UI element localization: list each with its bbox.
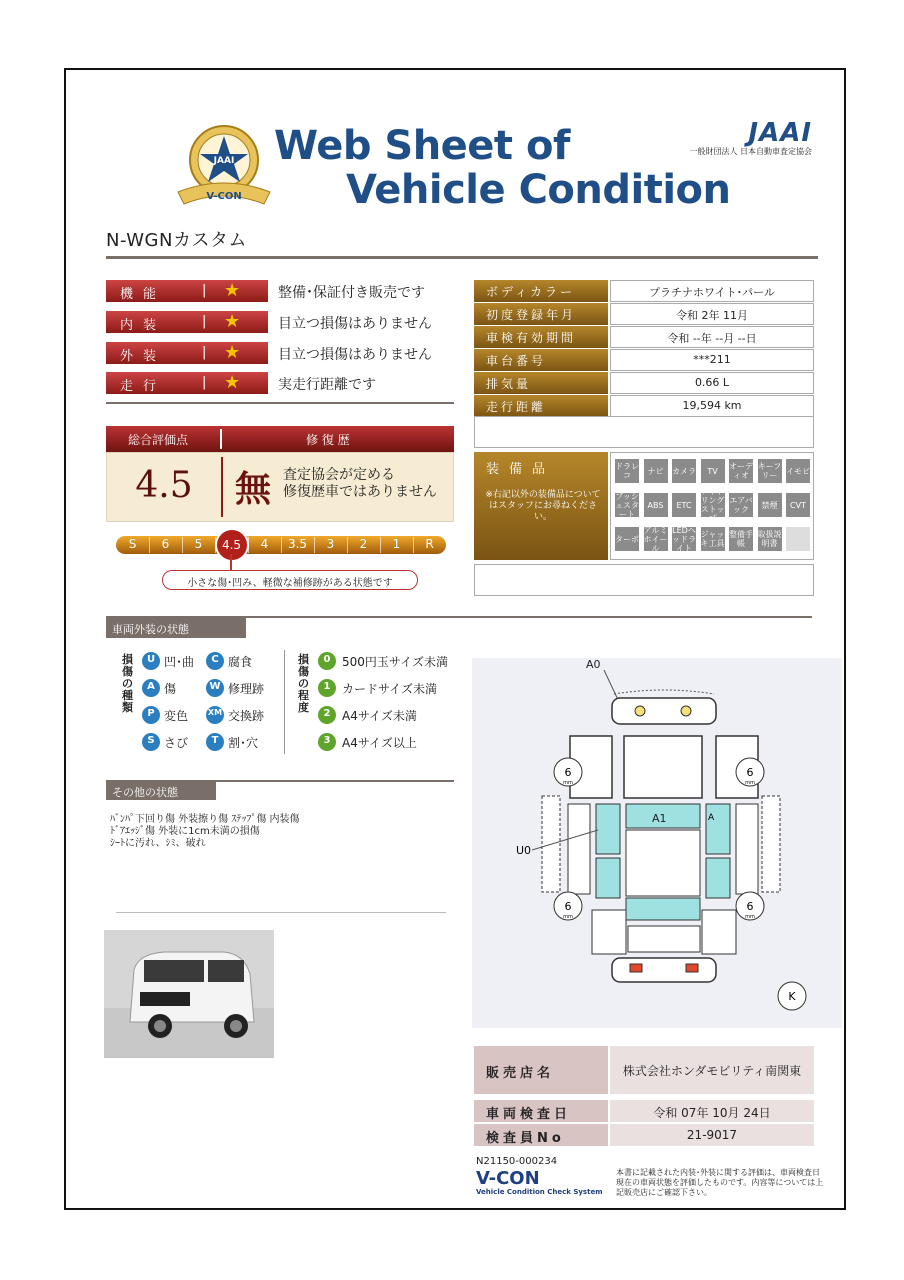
rating-text: 目立つ損傷はありません	[278, 347, 432, 363]
rating-label: 内装 | ★	[106, 311, 268, 333]
damage-level-text: A4サイズ以上	[342, 736, 417, 750]
damage-level-code: 3	[318, 733, 336, 751]
damage-levels-title: 損傷の程度	[298, 653, 309, 714]
spec-row-first-registration: 初度登録年月 令和 2年 11月	[474, 303, 814, 325]
svg-text:V-CON: V-CON	[206, 191, 242, 202]
damage-type-text: 凹･曲	[164, 655, 195, 669]
rating-label: 外装 | ★	[106, 342, 268, 364]
equipment-item: LEDヘッドライト	[672, 525, 696, 553]
tire-depth-front-right: 6	[746, 766, 754, 779]
damage-type-code: U	[142, 652, 160, 670]
damage-type-text: 交換跡	[228, 709, 265, 723]
spec-blank-box	[474, 416, 814, 448]
repair-history-text: 査定協会が定める 修復歴車ではありません	[283, 467, 437, 500]
damage-diagram	[472, 658, 842, 1028]
equipment-item: 整備手帳	[729, 527, 753, 551]
equipment-item: プッシュスタート	[615, 491, 639, 519]
grade-tick: 6	[161, 537, 170, 551]
overall-score: 4.5	[135, 465, 193, 506]
inspector-label: 検査員No	[474, 1124, 608, 1146]
tire-depth-front-left: 6	[564, 766, 572, 779]
equipment-item: キーフリー	[758, 459, 782, 483]
document-id: N21150-000234	[476, 1156, 558, 1167]
disclaimer: 本書に記載された内装･外装に関する評価は、車両検査日現在の車両状態を評価したものです。内容等については上記販売店にご確認下さい。	[616, 1168, 824, 1197]
damage-type-text: 割･穴	[228, 736, 259, 750]
spec-row-color: ボディカラー プラチナホワイト･パール	[474, 280, 814, 302]
equipment-item: アイドリングストップ	[700, 487, 725, 523]
inspection-date-value: 令和 07年 10月 24日	[610, 1100, 814, 1122]
equipment-item: カメラ	[672, 459, 696, 483]
rating-text: 実走行距離です	[278, 377, 376, 393]
header-divider	[106, 256, 818, 259]
rating-label: 走行 | ★	[106, 372, 268, 394]
inspector-value: 21-9017	[610, 1124, 814, 1146]
sheet-title	[274, 124, 731, 212]
grade-active-mark: 4.5	[215, 528, 249, 562]
jaai-logo: JAAI	[748, 118, 812, 148]
damage-type-code: C	[206, 652, 224, 670]
svg-text:JAAI: JAAI	[213, 156, 235, 166]
grade-tick: 3.5	[287, 537, 308, 551]
other-section-title: その他の状態	[106, 782, 216, 800]
damage-level-text: 500円玉サイズ未満	[342, 655, 448, 669]
score-header: 総合評価点 修 復 歴	[106, 426, 454, 452]
equipment-panel	[474, 452, 814, 560]
repair-history-mark: 無	[235, 468, 272, 510]
shop-label: 販売店名	[474, 1046, 608, 1094]
equipment-item: ABS	[644, 493, 668, 517]
grade-tick: 1	[392, 537, 401, 551]
star-icon: ★	[224, 342, 241, 363]
label-a0: A0	[586, 658, 601, 671]
equipment-item: アルミホイール	[643, 525, 668, 553]
vcon-logo: V-CON	[476, 1168, 540, 1189]
equipment-item: 禁煙	[758, 493, 782, 517]
damage-type-text: さび	[164, 736, 189, 750]
grade-tick: 4	[260, 537, 269, 551]
equipment-item: ジャッキ工具	[701, 527, 725, 551]
grade-scale	[116, 536, 446, 554]
damage-type-code: W	[206, 679, 224, 697]
svg-text:mm: mm	[563, 780, 573, 786]
damage-types-title: 損傷の種類	[122, 653, 133, 714]
title-line-2: Vehicle Condition	[346, 167, 731, 213]
grade-tick: 3	[326, 537, 335, 551]
damage-level-text: カードサイズ未満	[342, 682, 438, 696]
rating-row-function	[106, 280, 451, 304]
equipment-item: エアバック	[729, 493, 753, 517]
damage-type-code: T	[206, 733, 224, 751]
damage-type-text: 腐食	[228, 655, 253, 669]
vehicle-photo	[104, 930, 274, 1058]
spec-row-chassis-number: 車台番号 ***211	[474, 349, 814, 371]
damage-level-text: A4サイズ未満	[342, 709, 417, 723]
equipment-item: ナビ	[644, 459, 668, 483]
shop-value: 株式会社ホンダモビリティ南関東	[610, 1046, 814, 1094]
damage-type-code: A	[142, 679, 160, 697]
equipment-item: TV	[701, 459, 725, 483]
star-icon: ★	[224, 311, 241, 332]
vehicle-condition-sheet	[64, 68, 846, 1210]
svg-text:mm: mm	[563, 914, 573, 920]
equipment-item: イモビ	[786, 459, 810, 483]
equipment-item: ETC	[672, 493, 696, 517]
svg-text:A: A	[708, 813, 715, 823]
svg-text:mm: mm	[745, 914, 755, 920]
grade-tick: S	[128, 537, 137, 551]
damage-type-code: S	[142, 733, 160, 751]
spec-table	[474, 280, 814, 418]
rating-row-exterior	[106, 342, 451, 366]
rating-text: 目立つ損傷はありません	[278, 316, 432, 332]
rating-text: 整備･保証付き販売です	[278, 285, 425, 301]
title-line-1: Web Sheet of	[274, 123, 570, 169]
damage-level-code: 2	[318, 706, 336, 724]
star-icon: ★	[224, 280, 241, 301]
equipment-item	[786, 527, 810, 551]
damage-level-code: 0	[318, 652, 336, 670]
equipment-item: CVT	[786, 493, 810, 517]
rating-label: 機能 | ★	[106, 280, 268, 302]
damage-type-text: 修理跡	[228, 682, 265, 696]
grade-tick: R	[425, 537, 434, 551]
spec-row-mileage: 走行距離 19,594 km	[474, 395, 814, 417]
grade-tick: 5	[194, 537, 203, 551]
other-conditions: ﾊﾞﾝﾊﾟ下回り傷 外装擦り傷 ｽﾃｯﾌﾟ傷 内装傷 ﾄﾞｱｴｯｼﾞ傷 外装に1cm未満の損傷 ｼｰﾄに汚れ、ｼﾐ、破れ	[110, 814, 300, 849]
grade-note: 小さな傷･凹み、軽微な補修跡がある状態です	[162, 570, 418, 590]
star-icon: ★	[224, 372, 241, 393]
equipment-item: 取扱説明書	[758, 527, 782, 551]
inspection-date-label: 車両検査日	[474, 1100, 608, 1122]
equipment-grid	[610, 452, 814, 560]
rating-row-mileage	[106, 372, 451, 396]
tire-depth-rear-right: 6	[746, 900, 754, 913]
equipment-blank-box	[474, 564, 814, 596]
label-u0: U0	[516, 844, 532, 857]
tire-depth-rear-left: 6	[564, 900, 572, 913]
damage-type-text: 傷	[164, 682, 177, 696]
vcon-seal-logo	[174, 122, 274, 212]
rating-row-interior	[106, 311, 451, 335]
jaai-org-name: 一般財団法人 日本自動車査定協会	[689, 147, 812, 156]
grade-tick: 2	[359, 537, 368, 551]
label-a1: A1	[652, 812, 667, 825]
equipment-item: オーディオ	[729, 459, 753, 483]
equipment-item: ターボ	[615, 527, 639, 551]
spec-row-displacement: 排気量 0.66 L	[474, 372, 814, 394]
ratings-divider	[106, 402, 454, 404]
damage-type-code: XM	[206, 706, 224, 724]
label-k: K	[788, 990, 796, 1003]
equipment-item: ドラレコ	[615, 459, 639, 483]
damage-type-text: 変色	[164, 709, 189, 723]
model-name: N-WGNカスタム	[106, 230, 247, 251]
equipment-label: 装備品 ※右記以外の装備品についてはスタッフにお尋ねください。	[474, 452, 608, 560]
score-body	[106, 452, 454, 522]
damage-level-code: 1	[318, 679, 336, 697]
spec-row-inspection-expiry: 車検有効期間 令和 --年 --月 --日	[474, 326, 814, 348]
damage-type-code: P	[142, 706, 160, 724]
svg-text:mm: mm	[745, 780, 755, 786]
grade-pointer	[230, 554, 232, 570]
exterior-section-title: 車両外装の状態	[106, 618, 246, 638]
vcon-subtitle: Vehicle Condition Check System	[476, 1188, 603, 1196]
